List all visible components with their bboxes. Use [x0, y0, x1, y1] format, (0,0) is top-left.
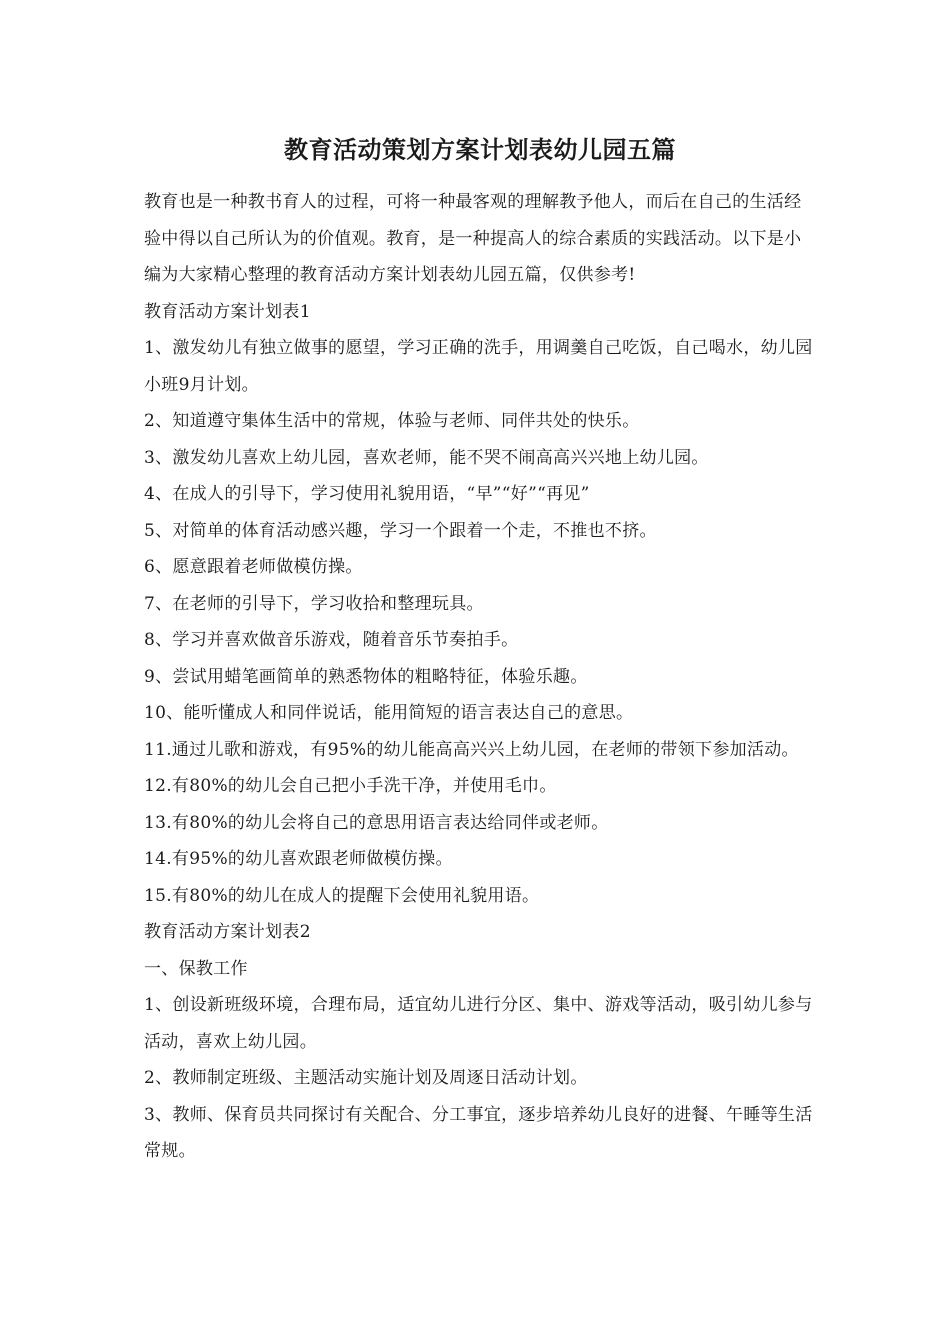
list-item: 7、在老师的引导下，学习收拾和整理玩具。 [144, 593, 484, 614]
subsection-heading: 一、保教工作 [144, 958, 248, 979]
document-body [144, 184, 816, 1170]
section-heading-plan-2: 教育活动方案计划表2 [144, 922, 311, 942]
list-item: 8、学习并喜欢做音乐游戏，随着音乐节奏拍手。 [144, 630, 519, 650]
document-title: 教育活动策划方案计划表幼儿园五篇 [284, 136, 676, 164]
list-item: 9、尝试用蜡笔画简单的熟悉物体的粗略特征，体验乐趣。 [144, 666, 588, 687]
list-item: 1、创设新班级环境，合理布局，适宜幼儿进行分区、集中、游戏等活动，吸引幼儿参与活动，喜欢上幼儿园。 [144, 995, 813, 1052]
list-item: 3、教师、保育员共同探讨有关配合、分工事宜，逐步培养幼儿良好的进餐、午睡等生活常规。 [144, 1104, 813, 1161]
list-item: 10、能听懂成人和同伴说话，能用简短的语言表达自己的意思。 [144, 703, 634, 723]
list-item: 12.有80%的幼儿会自己把小手洗干净，并使用毛巾。 [144, 776, 557, 796]
list-item: 2、教师制定班级、主题活动实施计划及周逐日活动计划。 [144, 1068, 588, 1088]
section-heading-plan-1: 教育活动方案计划表1 [144, 301, 311, 322]
list-item: 2、知道遵守集体生活中的常规，体验与老师、同伴共处的快乐。 [144, 411, 640, 431]
list-item: 3、激发幼儿喜欢上幼儿园，喜欢老师，能不哭不闹高高兴兴地上幼儿园。 [144, 447, 709, 468]
list-item: 6、愿意跟着老师做模仿操。 [144, 557, 363, 577]
intro-paragraph: 教育也是一种教书育人的过程，可将一种最客观的理解教予他人，而后在自己的生活经验中得以自己所认为的价值观。教育，是一种提高人的综合素质的实践活动。以下是小编为大家精心整理的教育活动方案计划表幼儿园五篇，仅供参考! [144, 192, 802, 285]
list-item: 4、在成人的引导下，学习使用礼貌用语，“早”“好”“再见” [144, 484, 590, 504]
list-item: 15.有80%的幼儿在成人的提醒下会使用礼貌用语。 [144, 885, 540, 906]
list-item: 1、激发幼儿有独立做事的愿望，学习正确的洗手，用调羹自己吃饭，自己喝水，幼儿园小班9月计划。 [144, 338, 813, 395]
list-item: 13.有80%的幼儿会将自己的意思用语言表达给同伴或老师。 [144, 812, 609, 833]
list-item: 14.有95%的幼儿喜欢跟老师做模仿操。 [144, 849, 453, 869]
document-page [144, 124, 816, 1170]
list-item: 11.通过儿歌和游戏，有95%的幼儿能高高兴兴上幼儿园，在老师的带领下参加活动。 [144, 739, 799, 760]
list-item: 5、对简单的体育活动感兴趣，学习一个跟着一个走，不推也不挤。 [144, 520, 657, 541]
